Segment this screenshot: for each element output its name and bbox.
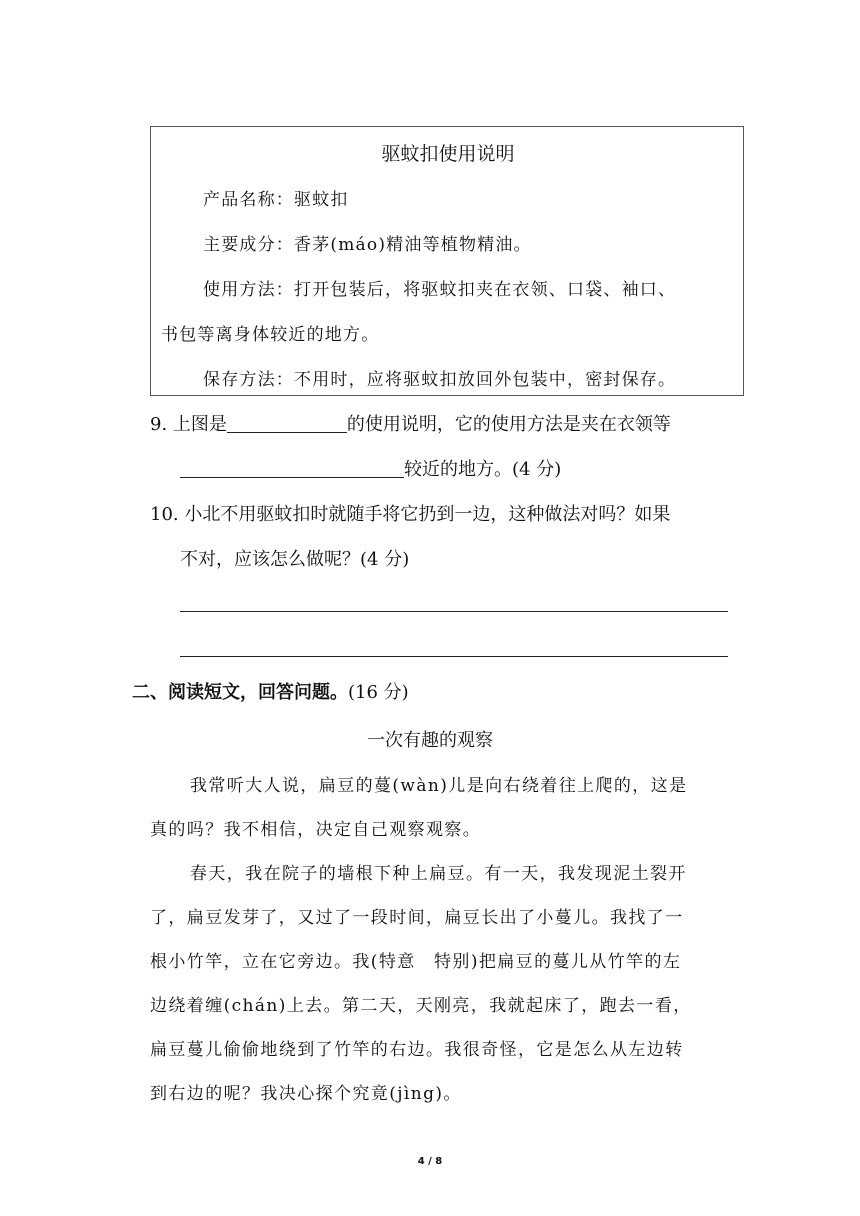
storage-line: 保存方法：不用时，应将驱蚊扣放回外包装中，密封保存。 — [203, 370, 677, 390]
question-10-line-1: 10. 小北不用驱蚊扣时就随手将它扔到一边，这种做法对吗？如果 — [150, 504, 671, 525]
passage-line: 边绕着缠(chán)上去。第二天，天刚亮，我就起床了，跑去一看， — [150, 996, 692, 1016]
passage-line: 到右边的呢？我决心探个究竟(jìng)。 — [150, 1084, 462, 1104]
passage-line: 扁豆蔓儿偷偷地绕到了竹竿的右边。我很奇怪，它是怎么从左边转 — [150, 1040, 684, 1060]
question-10-line-2: 不对，应该怎么做呢？(4 分) — [180, 549, 410, 570]
q9-middle: 的使用说明，它的使用方法是夹在衣领等 — [346, 414, 671, 435]
instruction-box — [150, 126, 744, 396]
question-9-line-2 — [180, 455, 561, 481]
section-2-heading — [132, 678, 409, 704]
q9-prefix: 9. 上图是 — [150, 414, 227, 435]
passage-line: 了，扁豆发芽了，又过了一段时间，扁豆长出了小蔓儿。我找了一 — [150, 908, 684, 928]
usage-line-1: 使用方法：打开包装后，将驱蚊扣夹在衣领、口袋、袖口、 — [203, 280, 677, 300]
instruction-title: 驱蚊扣使用说明 — [381, 143, 515, 165]
passage-title: 一次有趣的观察 — [367, 730, 493, 751]
section-2-title: 二、阅读短文，回答问题。 — [132, 682, 348, 703]
passage-line: 真的吗？我不相信，决定自己观察观察。 — [150, 820, 482, 840]
q9-suffix: 较近的地方。(4 分) — [404, 459, 562, 480]
q9-blank-1[interactable] — [227, 414, 347, 433]
usage-line-2: 书包等离身体较近的地方。 — [161, 325, 380, 345]
question-9-line-1 — [150, 410, 671, 436]
product-name-line: 产品名称：驱蚊扣 — [203, 190, 349, 210]
passage-line: 根小竹竿，立在它旁边。我(特意 特别)把扁豆的蔓儿从竹竿的左 — [150, 952, 682, 972]
answer-line-2[interactable] — [180, 656, 728, 657]
answer-line-1[interactable] — [180, 611, 728, 612]
ingredients-line: 主要成分：香茅(máo)精油等植物精油。 — [203, 235, 532, 255]
q9-blank-2[interactable] — [180, 459, 404, 478]
passage-line: 春天，我在院子的墙根下种上扁豆。有一天，我发现泥土裂开 — [190, 864, 687, 884]
page-number: 4 / 8 — [417, 1156, 443, 1167]
passage-line: 我常听大人说，扁豆的蔓(wàn)儿是向右绕着往上爬的，这是 — [190, 776, 688, 796]
section-2-points: (16 分) — [348, 682, 409, 703]
